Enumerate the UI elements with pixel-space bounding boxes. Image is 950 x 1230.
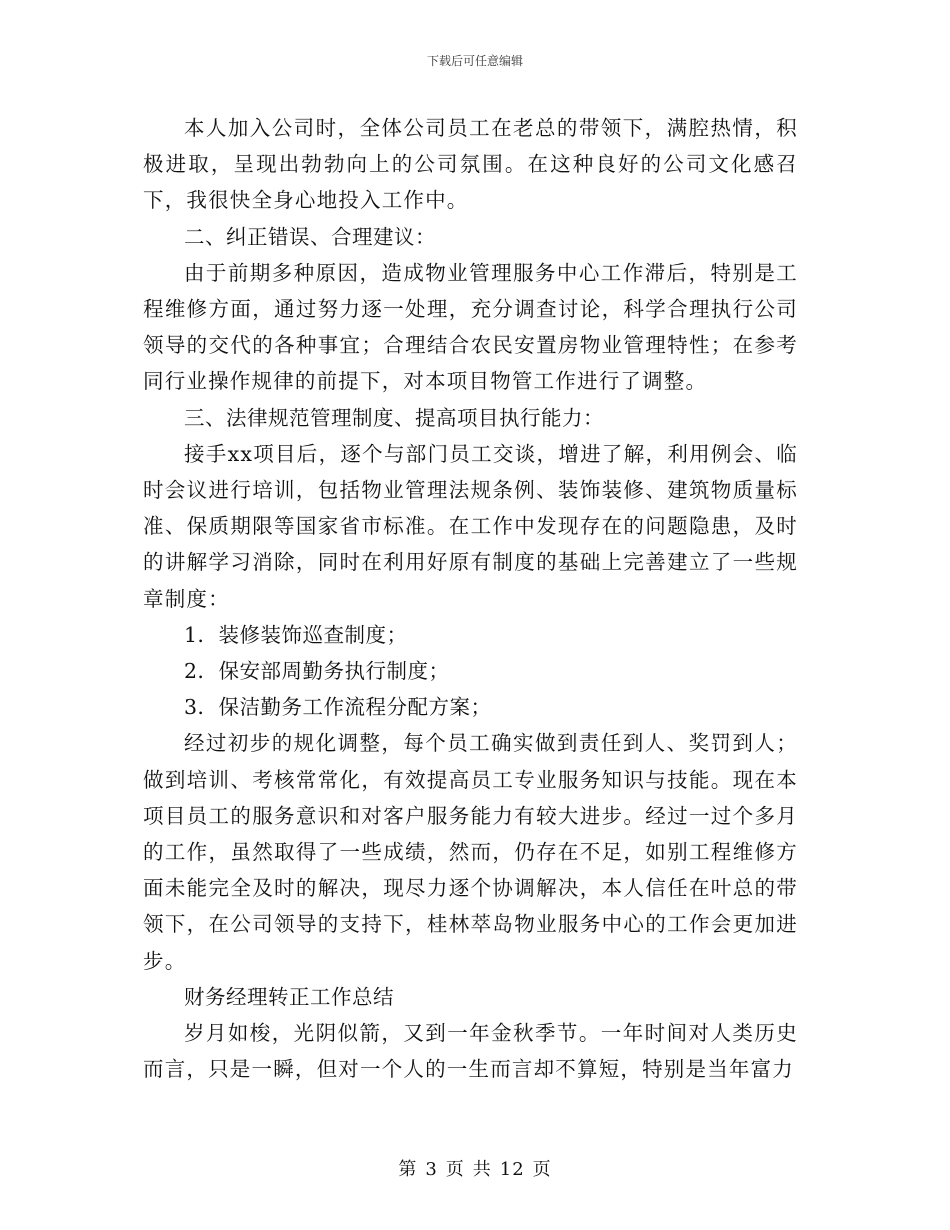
total-pages-number: 12 [499,1159,525,1180]
section-title: 财务经理转正工作总结 [184,984,394,1009]
list-item: 2．保安部周勤务执行制度； [184,659,450,684]
page-unit: 页 [445,1159,465,1180]
document-body [143,110,798,1087]
total-label: 共 [472,1159,492,1180]
paragraph: 岁月如梭，光阴似箭，又到一年金秋季节。一年时间对人类历史而言，只是一瞬，但对一个人的一生而言却不算短，特别是当年富力 [143,1021,798,1082]
page-label: 第 [398,1159,418,1180]
page-footer [0,1155,950,1181]
paragraph: 接手xx项目后，逐个与部门员工交谈，增进了解，利用例会、临时会议进行培训，包括物业管理法规条例、装饰装修、建筑物质量标准、保质期限等国家省市标准。在工作中发现存在的问题隐患，及时的讲解学习消除，同时在利用好原有制度的基础上完善建立了一些规章制度： [143,441,798,611]
section-heading: 二、纠正错误、合理建议： [184,224,436,249]
page-header-note: 下载后可任意编辑 [426,54,523,68]
list-item: 1．装修装饰巡查制度； [184,622,408,647]
list-item: 3．保洁勤务工作流程分配方案； [184,695,492,720]
paragraph: 由于前期多种原因，造成物业管理服务中心工作滞后，特别是工程维修方面，通过努力逐一处理，充分调查讨论，科学合理执行公司领导的交代的各种事宜；合理结合农民安置房物业管理特性；在参考同行业操作规律的前提下，对本项目物管工作进行了调整。 [143,260,798,394]
section-heading: 三、法律规范管理制度、提高项目执行能力： [184,405,604,430]
current-page-number: 3 [425,1159,438,1180]
paragraph: 经过初步的规化调整，每个员工确实做到责任到人、奖罚到人；做到培训、考核常常化，有效提高员工专业服务知识与技能。现在本项目员工的服务意识和对客户服务能力有较大进步。经过一过个多月的工作，虽然取得了一些成绩，然而，仍存在不足，如别工程维修方面未能完全及时的解决，现尽力逐个协调解决，本人信任在叶总的带领下，在公司领导的支持下，桂林萃岛物业服务中心的工作会更加进步。 [143,731,798,973]
paragraph: 本人加入公司时，全体公司员工在老总的带领下，满腔热情，积极进取，呈现出勃勃向上的公司氛围。在这种良好的公司文化感召下，我很快全身心地投入工作中。 [143,116,798,213]
total-unit: 页 [532,1159,552,1180]
